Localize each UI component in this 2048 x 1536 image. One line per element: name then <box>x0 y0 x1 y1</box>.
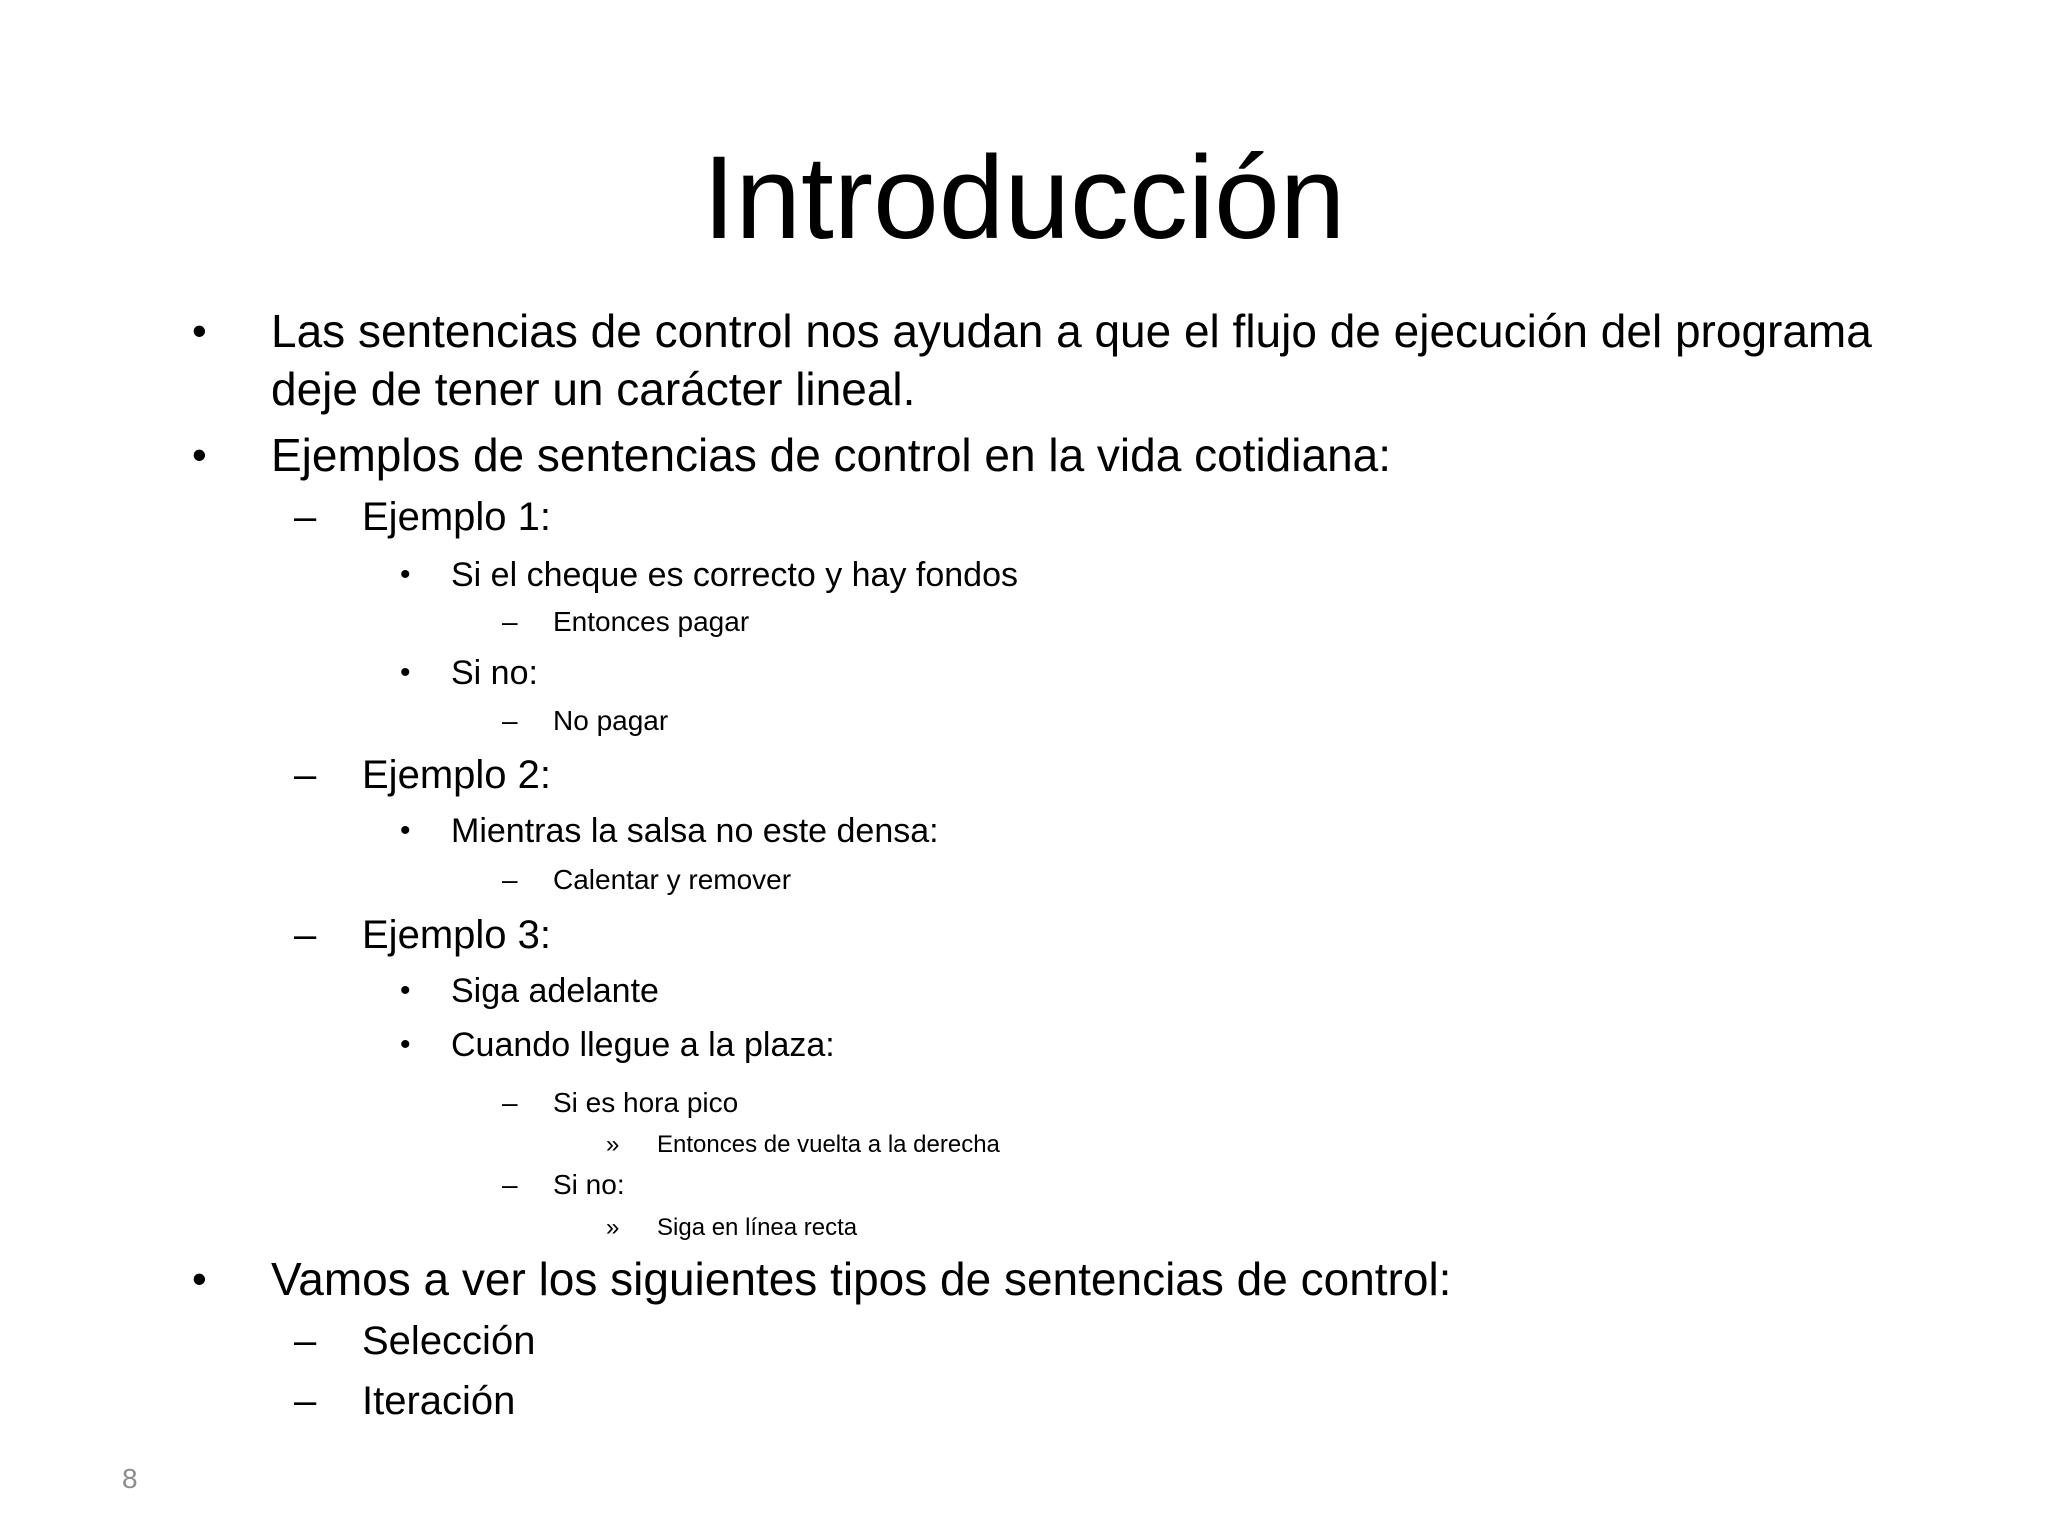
bullet-text: Ejemplos de sentencias de control en la vida cotidiana: <box>271 429 1392 481</box>
bullet-marker: – <box>502 864 518 895</box>
bullet-text: Ejemplo 2: <box>362 753 551 797</box>
bullet-text: Si no: <box>451 654 538 692</box>
bullet-marker: – <box>502 1169 518 1200</box>
bullet-marker: » <box>606 1131 620 1158</box>
bullet-marker: – <box>294 753 317 797</box>
bullet-marker: – <box>294 1319 317 1363</box>
bullet-text: Ejemplo 1: <box>362 495 551 539</box>
bullet-text: No pagar <box>553 705 669 736</box>
bullet-marker: – <box>502 606 518 637</box>
bullet-text: Las sentencias de control nos ayudan a que el flujo de ejecución del programa <box>271 305 1872 357</box>
bullet-marker: • <box>400 558 411 591</box>
bullet-marker: – <box>502 705 518 736</box>
bullet-text: Si no: <box>553 1169 625 1200</box>
bullet-text: Ejemplo 3: <box>362 913 551 957</box>
bullet-marker: • <box>400 656 411 689</box>
bullet-text: Si el cheque es correcto y hay fondos <box>451 556 1018 594</box>
bullet-text: Iteración <box>362 1379 516 1423</box>
bullet-marker: – <box>294 1379 317 1423</box>
bullet-text: Selección <box>362 1319 536 1363</box>
bullet-marker: • <box>192 1255 207 1302</box>
bullet-text: Entonces pagar <box>553 606 750 637</box>
bullet-text: Cuando llegue a la plaza: <box>451 1026 835 1064</box>
bullet-marker: • <box>400 974 411 1007</box>
bullet-marker: • <box>400 1028 411 1061</box>
bullet-text: Siga adelante <box>451 972 659 1010</box>
bullet-marker: » <box>606 1214 620 1241</box>
bullet-marker: – <box>294 495 317 539</box>
bullet-text: Calentar y remover <box>553 864 792 895</box>
slide-title: Introducción <box>702 132 1346 264</box>
bullet-marker: – <box>502 1087 518 1118</box>
bullet-text: Entonces de vuelta a la derecha <box>657 1131 1000 1158</box>
bullet-text: Mientras la salsa no este densa: <box>451 812 939 850</box>
bullet-marker: – <box>294 913 317 957</box>
bullet-marker: • <box>400 814 411 847</box>
slide-number: 8 <box>122 1463 138 1494</box>
bullet-text: deje de tener un carácter lineal. <box>271 363 916 415</box>
bullet-text: Siga en línea recta <box>657 1214 858 1241</box>
bullet-marker: • <box>192 431 207 478</box>
bullet-marker: • <box>192 307 207 354</box>
bullet-text: Vamos a ver los siguientes tipos de sentencias de control: <box>271 1253 1452 1305</box>
bullet-text: Si es hora pico <box>553 1087 739 1118</box>
